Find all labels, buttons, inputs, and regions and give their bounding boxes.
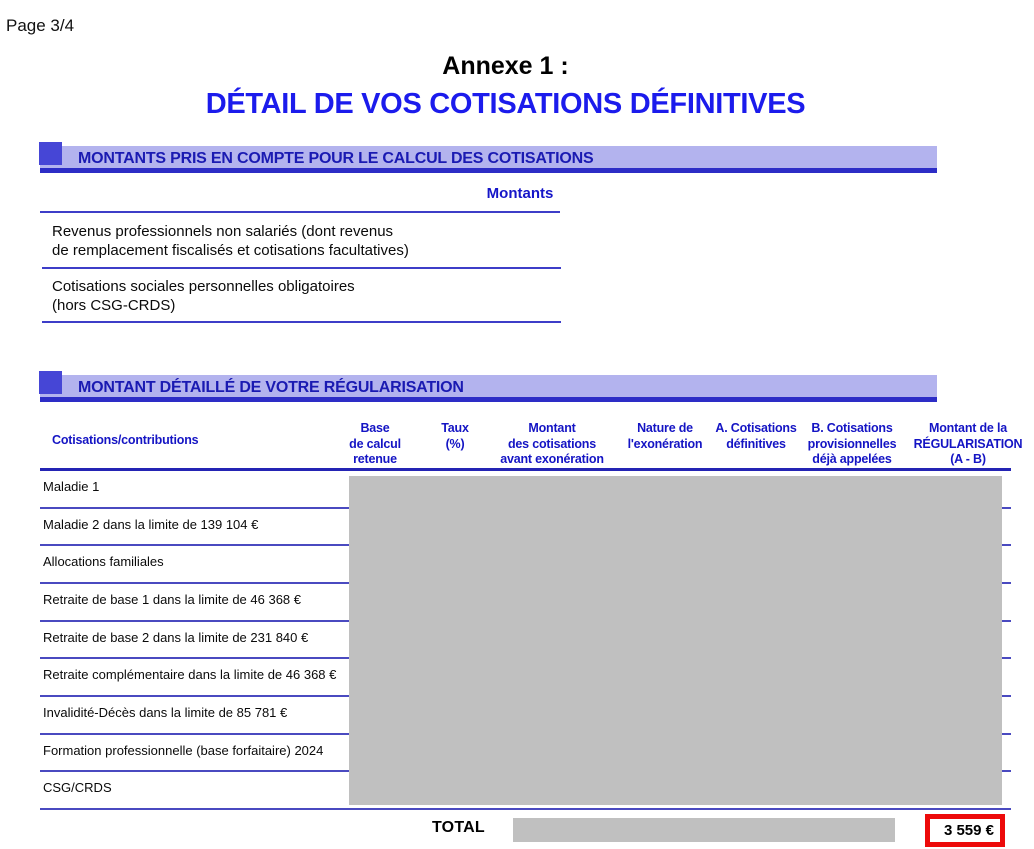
column-header-montant-avant-exoneration: Montant des cotisations avant exonération bbox=[500, 421, 604, 467]
section2-header-bar bbox=[40, 375, 937, 402]
mandatory-contributions-row-label: Cotisations sociales personnelles obligatoires (hors CSG-CRDS) bbox=[52, 278, 355, 314]
annex-title: Annexe 1 : bbox=[442, 52, 569, 80]
total-label: TOTAL bbox=[432, 819, 485, 836]
row-label: Maladie 1 bbox=[43, 479, 100, 494]
section1-header-bar bbox=[40, 146, 937, 173]
column-header-provisionnelles: B. Cotisations provisionnelles déjà appelées bbox=[807, 421, 897, 467]
column-header-regularisation: Montant de la RÉGULARISATION (A - B) bbox=[913, 421, 1023, 467]
income-row-label: Revenus professionnels non salariés (dont revenus de remplacement fiscalisés et cotisations facultatives) bbox=[52, 223, 409, 259]
column-header-base-calcul: Base de calcul retenue bbox=[349, 421, 401, 467]
section1-marker-square bbox=[39, 142, 62, 165]
row-label: Retraite complémentaire dans la limite de 46 368 € bbox=[43, 667, 337, 683]
total-value-highlight-box bbox=[925, 814, 1005, 847]
total-value: 3 559 € bbox=[943, 822, 994, 839]
section1-title: MONTANTS PRIS EN COMPTE POUR LE CALCUL DES COTISATIONS bbox=[78, 150, 594, 167]
row-label: Retraite de base 1 dans la limite de 46 368 € bbox=[43, 591, 302, 607]
income-row-underline bbox=[42, 267, 561, 269]
section2-title: MONTANT DÉTAILLÉ DE VOTRE RÉGULARISATION bbox=[78, 379, 464, 396]
page-number: Page 3/4 bbox=[6, 16, 75, 35]
section2-marker-square bbox=[39, 371, 62, 394]
redacted-values-block bbox=[349, 476, 1002, 805]
column-header-cotisations: Cotisations/contributions bbox=[52, 433, 199, 447]
montants-column-header: Montants bbox=[486, 185, 554, 202]
row-label: CSG/CRDS bbox=[43, 780, 112, 796]
row-label: Allocations familiales bbox=[43, 554, 164, 570]
column-header-cotisations-definitives: A. Cotisations définitives bbox=[715, 421, 797, 451]
column-header-nature-exoneration: Nature de l'exonération bbox=[627, 421, 703, 451]
annex-subtitle: DÉTAIL DE VOS COTISATIONS DÉFINITIVES bbox=[205, 88, 806, 120]
row-label: Retraite de base 2 dans la limite de 231 840 € bbox=[43, 629, 309, 645]
row-label: Maladie 2 dans la limite de 139 104 € bbox=[43, 516, 259, 532]
column-header-taux: Taux (%) bbox=[441, 421, 469, 451]
row-label: Invalidité-Décès dans la limite de 85 781 € bbox=[43, 704, 288, 720]
mandatory-contributions-row-underline bbox=[42, 321, 561, 323]
montants-header-underline bbox=[40, 211, 560, 213]
row-label: Formation professionnelle (base forfaitaire) 2024 bbox=[43, 742, 324, 758]
redacted-total-detail-block bbox=[513, 818, 895, 842]
